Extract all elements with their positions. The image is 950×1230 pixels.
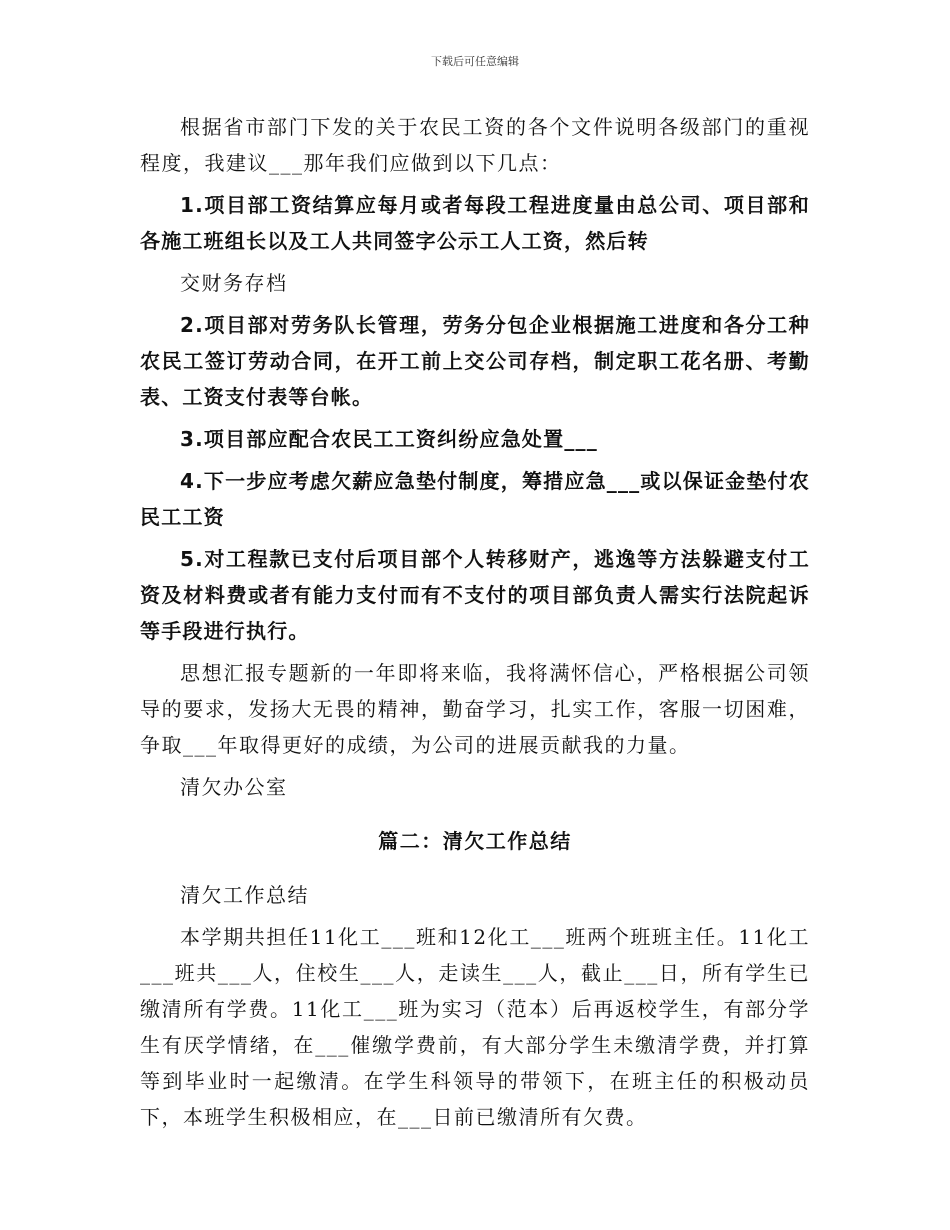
- item-1-continuation: 交财务存档: [180, 271, 288, 295]
- page-header-note: 下载后可任意编辑: [431, 55, 519, 68]
- document-body: [140, 109, 810, 1135]
- section-2-subtitle: 清欠工作总结: [180, 883, 309, 907]
- item-3-paragraph: 3.项目部应配合农民工工资纠纷应急处置___: [180, 427, 598, 451]
- item-4-paragraph: 4.下一步应考虑欠薪应急垫付制度，筹措应急___或以保证金垫付农民工工资: [140, 469, 810, 529]
- signature-office: 清欠办公室: [180, 775, 288, 799]
- intro-paragraph: 根据省市部门下发的关于农民工资的各个文件说明各级部门的重视程度，我建议___那年我们应做到以下几点：: [140, 115, 810, 175]
- item-2-paragraph: 2.项目部对劳务队长管理，劳务分包企业根据施工进度和各分工种农民工签订劳动合同，在开工前上交公司存档，制定职工花名册、考勤表、工资支付表等台帐。: [140, 313, 810, 409]
- closing-paragraph: 思想汇报专题新的一年即将来临，我将满怀信心，严格根据公司领导的要求，发扬大无畏的精神，勤奋学习，扎实工作，客服一切困难，争取___年取得更好的成绩，为公司的进展贡献我的力量。: [140, 661, 810, 757]
- item-5-paragraph: 5.对工程款已支付后项目部个人转移财产，逃逸等方法躲避支付工资及材料费或者有能力支付而有不支付的项目部负责人需实行法院起诉等手段进行执行。: [140, 547, 810, 643]
- section-2-title: 篇二：清欠工作总结: [378, 829, 572, 853]
- item-1-paragraph: 1.项目部工资结算应每月或者每段工程进度量由总公司、项目部和各施工班组长以及工人共同签字公示工人工资，然后转: [140, 193, 810, 253]
- section-2-body-paragraph: 本学期共担任11化工___班和12化工___班两个班班主任。11化工___班共___人，住校生___人，走读生___人，截止___日，所有学生已缴清所有学费。11化工___班为实习（范本）后再返校学生，有部分学生有厌学情绪，在___催缴学费前，有大部分学生未缴清学费，并打算等到毕业时一起缴清。在学生科领导的带领下，在班主任的积极动员下，本班学生积极相应，在___日前已缴清所有欠费。: [140, 925, 810, 1129]
